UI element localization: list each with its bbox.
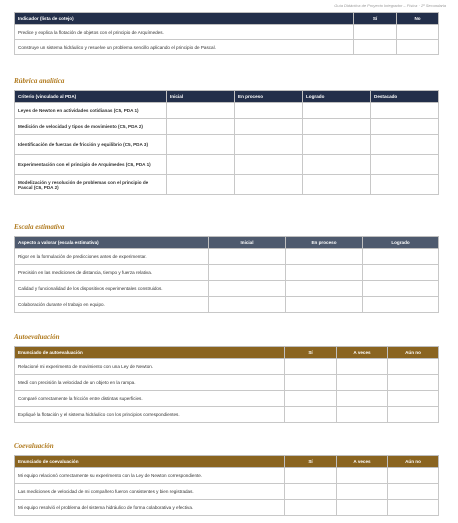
col-logrado: Logrado: [363, 237, 439, 249]
col-en-proceso: En proceso: [286, 237, 363, 249]
table-row: [15, 155, 439, 175]
row-label: Relacioné mi experimento de movimiento con una Ley de Newton.: [15, 359, 285, 375]
table-row: [15, 119, 439, 135]
table-row: [15, 375, 439, 391]
auto-section: [14, 333, 438, 423]
table-row: [15, 103, 439, 119]
table-row: [15, 468, 439, 484]
row-label: Identificación de fuerzas de fricción y equilibrio (C5, PDA 3): [15, 135, 167, 155]
cotejo-section: [14, 12, 438, 55]
row-label: Precisión en las mediciones de distancia, tiempo y fuerza relativa.: [15, 265, 209, 281]
col-no: No: [397, 13, 439, 25]
row-label: Las mediciones de velocidad de mi compañero fueron consistentes y bien registradas.: [15, 484, 285, 500]
row-label: Colaboración durante el trabajo en equipo.: [15, 297, 209, 313]
row-label: Mi equipo relacionó correctamente su experimento con la Ley de Newton correspondiente.: [15, 468, 285, 484]
section-title: Coevaluación: [14, 442, 54, 450]
col-indicador: Indicador (lista de cotejo): [15, 13, 354, 25]
row-label: Calidad y funcionalidad de los dispositivos experimentales construidos.: [15, 281, 209, 297]
col-aspecto: Aspecto a valorar (escala estimativa): [15, 237, 209, 249]
running-header: Guía Didáctica de Proyecto Integrador – Física · 2º Secundaria: [334, 3, 446, 8]
auto-table: [14, 346, 439, 423]
rubrica-table: [14, 90, 439, 195]
section-title: Rúbrica analítica: [14, 77, 65, 85]
col-enunciado: Enunciado de autoevaluación: [15, 347, 285, 359]
col-si: Sí: [285, 347, 337, 359]
col-logrado: Logrado: [303, 91, 371, 103]
col-inicial: Inicial: [209, 237, 286, 249]
coev-section: [14, 442, 438, 516]
section-title: Escala estimativa: [14, 223, 65, 231]
table-row: [15, 249, 439, 265]
escala-table: [14, 236, 439, 313]
table-row: [15, 359, 439, 375]
escala-section: [14, 223, 438, 313]
col-a-veces: A veces: [337, 347, 388, 359]
section-title: Autoevaluación: [14, 333, 60, 341]
table-row: [15, 40, 439, 55]
row-label: Rigor en la formulación de predicciones antes de experimentar.: [15, 249, 209, 265]
table-row: [15, 391, 439, 407]
table-row: [15, 407, 439, 423]
table-row: [15, 297, 439, 313]
col-si: Sí: [285, 456, 337, 468]
cotejo-table: [14, 12, 439, 55]
row-label: Expliqué la flotación y el sistema hidráulico con los principios correspondientes.: [15, 407, 285, 423]
row-label: Construye un sistema hidráulico y resuelve un problema sencillo aplicando el principio de Pascal.: [15, 40, 354, 55]
row-label: Experimentación con el principio de Arquímedes (C6, PDA 1): [15, 155, 167, 175]
col-criterio: Criterio (vinculado al PDA): [15, 91, 167, 103]
table-row: [15, 175, 439, 195]
col-aun-no: Aún no: [388, 347, 439, 359]
table-row: [15, 500, 439, 516]
row-label: Comparé correctamente la fricción entre distintas superficies.: [15, 391, 285, 407]
row-label: Modelización y resolución de problemas con el principio de Pascal (C6, PDA 2): [15, 175, 167, 195]
col-aun-no: Aún no: [388, 456, 439, 468]
table-row: [15, 281, 439, 297]
col-si: Sí: [354, 13, 397, 25]
col-inicial: Inicial: [167, 91, 235, 103]
table-row: [15, 135, 439, 155]
col-a-veces: A veces: [337, 456, 388, 468]
rubrica-section: [14, 77, 438, 195]
row-label: Mi equipo resolvió el problema del sistema hidráulico de forma colaborativa y efectiva.: [15, 500, 285, 516]
row-label: Predice y explica la flotación de objetos con el principio de Arquímedes.: [15, 25, 354, 40]
row-label: Medí con precisión la velocidad de un objeto en la rampa.: [15, 375, 285, 391]
table-row: [15, 484, 439, 500]
coev-table: [14, 455, 439, 516]
row-label: Medición de velocidad y tipos de movimiento (C5, PDA 2): [15, 119, 167, 135]
col-en-proceso: En proceso: [235, 91, 303, 103]
col-enunciado: Enunciado de coevaluación: [15, 456, 285, 468]
col-destacado: Destacado: [371, 91, 439, 103]
table-row: [15, 265, 439, 281]
row-label: Leyes de Newton en actividades cotidianas (C5, PDA 1): [15, 103, 167, 119]
table-row: [15, 25, 439, 40]
